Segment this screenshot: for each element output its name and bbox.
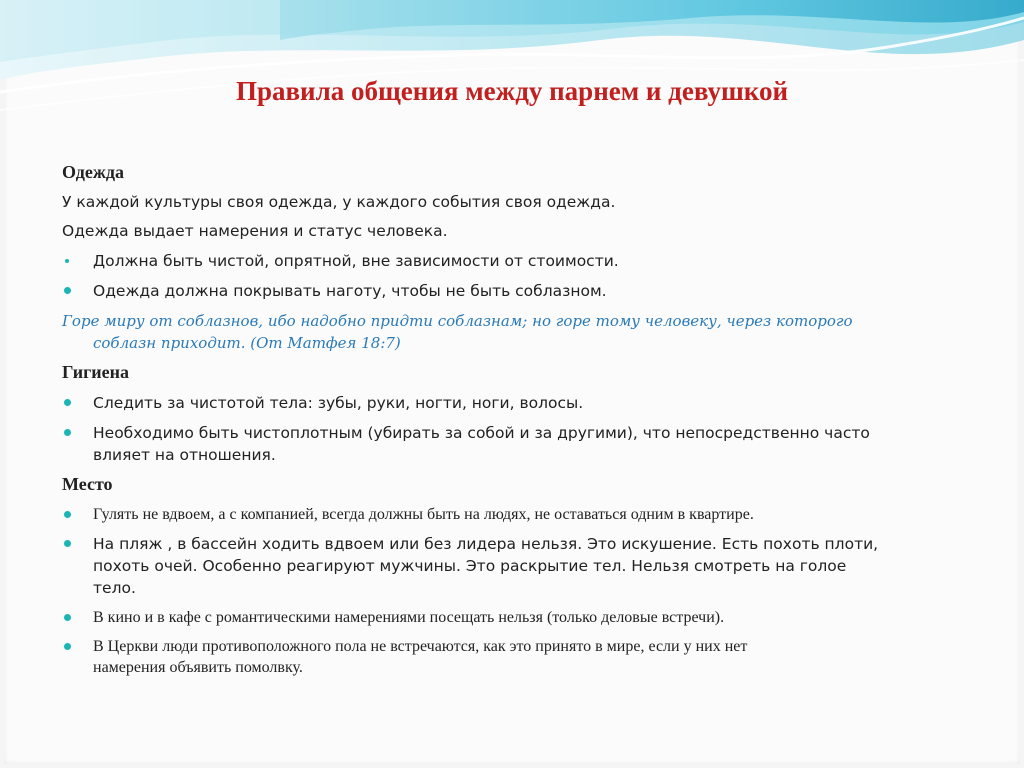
- bible-quote: [62, 310, 962, 354]
- list-item-text: Должна быть чистой, опрятной, вне зависимости от стоимости.: [93, 252, 619, 270]
- quote-line-1: Горе миру от соблазнов, ибо надобно придти соблазнам; но горе тому человеку, через которого: [62, 312, 853, 330]
- list-item: [62, 392, 962, 414]
- list-item: [62, 250, 962, 272]
- clothing-paragraph-2: Одежда выдает намерения и статус человека.: [62, 222, 448, 240]
- list-item-text: Следить за чистотой тела: зубы, руки, ногти, ноги, волосы.: [93, 394, 584, 412]
- list-item: [62, 533, 962, 599]
- bullet-icon: [64, 540, 71, 547]
- slide-title: Правила общения между парнем и девушкой: [235, 76, 789, 106]
- list-item-text: похоть очей. Особенно реагируют мужчины. Это раскрытие тел. Нельзя смотреть на голое: [93, 557, 847, 575]
- section-heading-hygiene: Гигиена: [62, 362, 130, 382]
- list-item-text: В Церкви люди противоположного пола не встречаются, как это принято в мире, если у них нет: [93, 638, 748, 655]
- bullet-icon: [65, 259, 69, 263]
- bullet-icon: [64, 511, 71, 518]
- list-item-text: На пляж , в бассейн ходить вдвоем или без лидера нельзя. Это искушение. Есть похоть плоти,: [93, 535, 879, 553]
- slide-content: [62, 162, 962, 686]
- list-item-text: намерения объявить помолвку.: [93, 659, 303, 676]
- list-item: [62, 636, 962, 678]
- section-heading-clothing: Одежда: [62, 162, 125, 182]
- list-item-text: Гулять не вдвоем, а с компанией, всегда должны быть на людях, не оставаться одним в квартире.: [93, 506, 754, 523]
- list-item-text: Одежда должна покрывать наготу, чтобы не быть соблазном.: [93, 282, 607, 300]
- list-item: [62, 504, 962, 525]
- bullet-icon: [64, 399, 71, 406]
- wave-decoration: [0, 0, 1024, 130]
- list-item-text: Необходимо быть чистоплотным (убирать за собой и за другими), что непосредственно часто: [93, 424, 870, 442]
- section-heading-place: Место: [62, 474, 113, 494]
- list-item: [62, 607, 962, 628]
- list-item: [62, 280, 962, 302]
- list-item-text: тело.: [93, 579, 136, 597]
- list-item-text: влияет на отношения.: [93, 446, 276, 464]
- list-item-text: В кино и в кафе с романтическими намерениями посещать нельзя (только деловые встречи).: [93, 609, 725, 626]
- list-item: [62, 422, 962, 466]
- bullet-icon: [64, 429, 71, 436]
- quote-line-2: соблазн приходит. (От Матфея 18:7): [93, 334, 401, 352]
- bullet-icon: [64, 287, 71, 294]
- bullet-icon: [64, 614, 71, 621]
- clothing-paragraph-1: У каждой культуры своя одежда, у каждого события своя одежда.: [62, 193, 616, 211]
- bullet-icon: [64, 643, 71, 650]
